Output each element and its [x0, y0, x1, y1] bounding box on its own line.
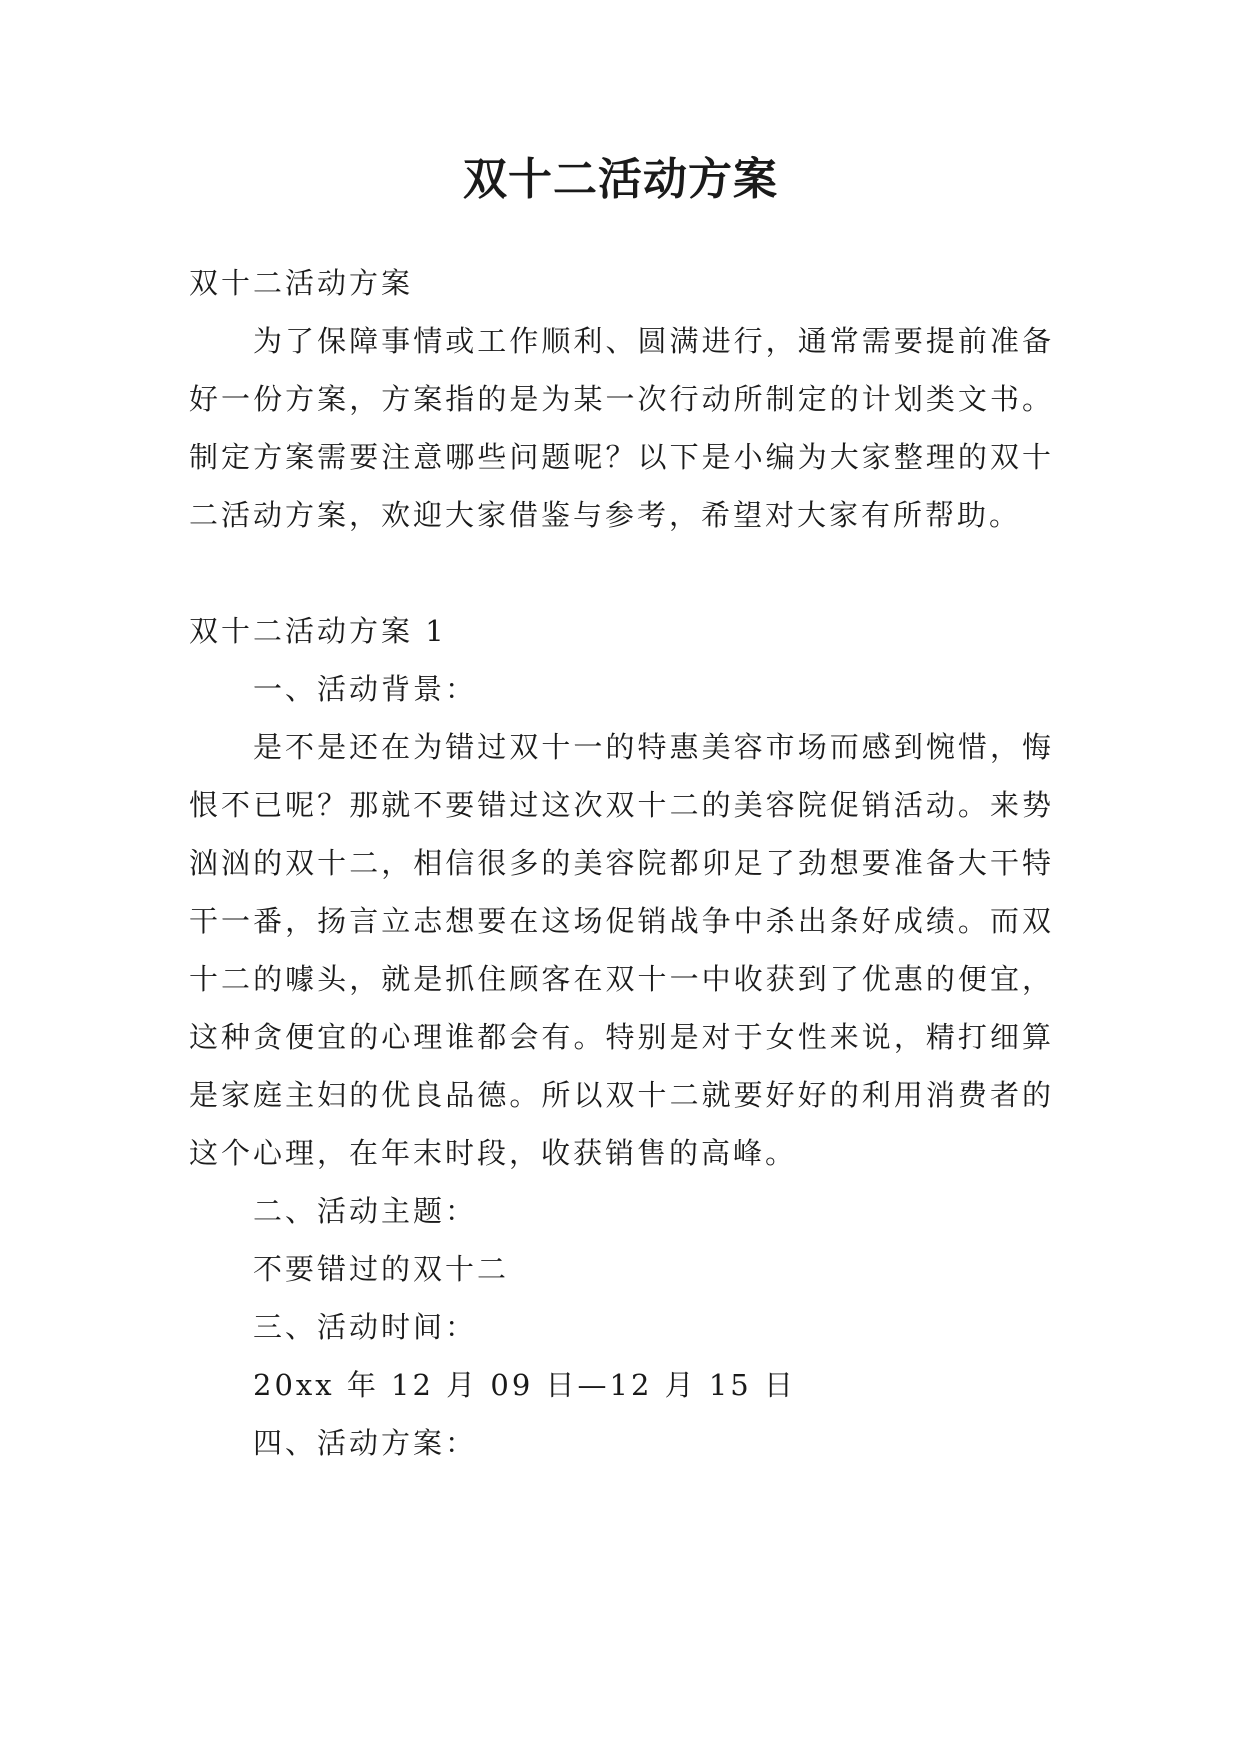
theme-text: 不要错过的双十二 — [253, 1252, 510, 1286]
background-paragraph: 是不是还在为错过双十一的特惠美容市场而感到惋惜，悔恨不已呢？那就不要错过这次双十二的美容院促销活动。来势汹汹的双十二，相信很多的美容院都卯足了劲想要准备大干特干一番，扬言立志想要在这场促销战争中杀出条好成绩。而双十二的噱头，就是抓住顾客在双十一中收获到了优惠的便宜，这种贪便宜的心理谁都会有。特别是对于女性来说，精打细算是家庭主妇的优良品德。所以双十二就要好好的利用消费者的这个心理，在年末时段，收获销售的高峰。 — [189, 730, 1054, 1170]
document-subtitle: 双十二活动方案 — [189, 266, 414, 300]
heading-theme: 二、活动主题： — [253, 1194, 478, 1228]
section-title: 双十二活动方案 1 — [189, 614, 447, 648]
heading-time: 三、活动时间： — [253, 1310, 478, 1344]
intro-paragraph: 为了保障事情或工作顺利、圆满进行，通常需要提前准备好一份方案，方案指的是为某一次行动所制定的计划类文书。制定方案需要注意哪些问题呢？以下是小编为大家整理的双十二活动方案，欢迎大家借鉴与参考，希望对大家有所帮助。 — [189, 324, 1054, 532]
heading-background: 一、活动背景： — [253, 672, 478, 706]
heading-plan: 四、活动方案： — [253, 1426, 478, 1460]
time-text: 20xx 年 12 月 09 日—12 月 15 日 — [253, 1368, 796, 1402]
document-title: 双十二活动方案 — [463, 154, 778, 205]
paragraph-gap — [189, 544, 1054, 602]
document-body — [189, 254, 1054, 1472]
